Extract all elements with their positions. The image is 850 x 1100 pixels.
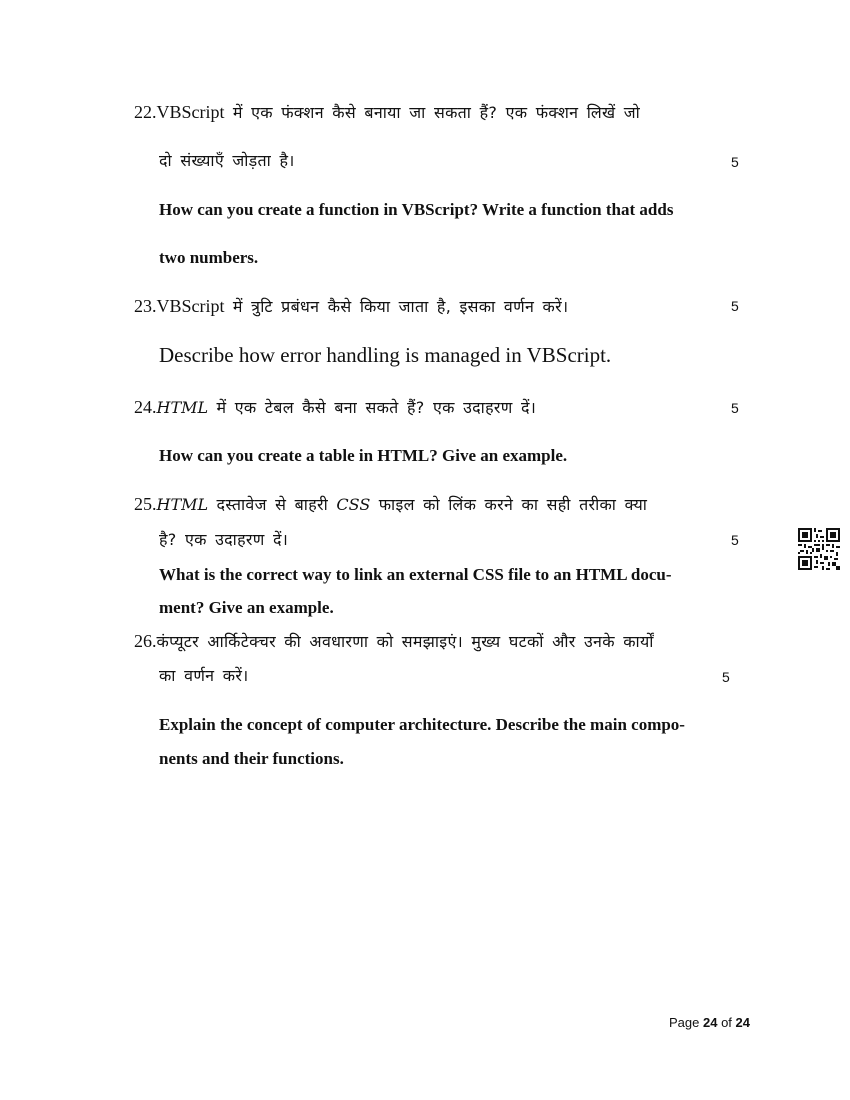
question-hindi-text: में एक फंक्शन कैसे बनाया जा सकता हैं? एक फंक्शन लिखें जो bbox=[224, 103, 641, 122]
question-24-english-line1: How can you create a table in HTML? Give an example. bbox=[159, 446, 568, 465]
question-22-hindi-line2: दो संख्याएँ जोड़ता है। bbox=[159, 151, 295, 170]
question-hindi-text: कंप्यूटर आर्किटेक्चर की अवधारणा को समझाइएं। मुख्य घटकों और उनके कार्यों bbox=[156, 632, 654, 651]
question-26-hindi-line2: का वर्णन करें। bbox=[159, 666, 249, 685]
question-26-hindi-line1 bbox=[134, 631, 654, 653]
question-22-hindi-line1 bbox=[134, 102, 640, 124]
question-23-english-line1: Describe how error handling is managed in VBScript. bbox=[159, 343, 612, 367]
question-hindi-text: दस्तावेज से बाहरी bbox=[208, 495, 337, 514]
page-prefix: Page bbox=[669, 1015, 703, 1030]
question-26-english-line2: nents and their functions. bbox=[159, 749, 344, 768]
question-hindi-text: में त्रुटि प्रबंधन कैसे किया जाता है, इसका वर्णन करें। bbox=[224, 297, 569, 316]
question-number: 24. bbox=[134, 397, 157, 417]
question-25-english-line1: What is the correct way to link an external CSS file to an HTML docu- bbox=[159, 565, 672, 584]
page-of: of bbox=[717, 1015, 736, 1030]
question-hindi-text-2: फाइल को लिंक करने का सही तरीका क्या bbox=[370, 495, 648, 514]
question-23-marks: 5 bbox=[731, 298, 739, 314]
question-number: 25. bbox=[134, 494, 157, 514]
question-keyword: HTML bbox=[156, 398, 209, 417]
qr-code-icon bbox=[798, 528, 840, 570]
question-number: 23. bbox=[134, 296, 157, 316]
question-25-hindi-line1 bbox=[134, 494, 647, 516]
question-number: 22. bbox=[134, 102, 157, 122]
question-keyword: VBScript bbox=[156, 102, 225, 122]
question-25-marks: 5 bbox=[731, 532, 739, 548]
question-24-hindi-line1 bbox=[134, 397, 536, 419]
question-hindi-text: में एक टेबल कैसे बना सकते हैं? एक उदाहरण दें। bbox=[208, 398, 537, 417]
page-current: 24 bbox=[702, 1015, 718, 1030]
question-24-marks: 5 bbox=[731, 400, 739, 416]
question-25-hindi-line2: है? एक उदाहरण दें। bbox=[159, 530, 289, 549]
question-keyword: HTML bbox=[156, 495, 209, 514]
question-25-english-line2: ment? Give an example. bbox=[159, 598, 334, 617]
page-footer bbox=[669, 1015, 750, 1030]
page-total: 24 bbox=[735, 1015, 750, 1030]
question-23-hindi-line1 bbox=[134, 296, 568, 318]
question-26-english-line1: Explain the concept of computer architecture. Describe the main compo- bbox=[159, 715, 685, 734]
question-26-marks: 5 bbox=[722, 669, 730, 685]
question-22-english-line1: How can you create a function in VBScript? Write a function that adds bbox=[159, 200, 674, 219]
question-22-marks: 5 bbox=[731, 154, 739, 170]
question-keyword: VBScript bbox=[156, 296, 225, 316]
question-number: 26. bbox=[134, 631, 157, 651]
question-keyword-css: CSS bbox=[336, 495, 371, 514]
question-22-english-line2: two numbers. bbox=[159, 248, 259, 267]
